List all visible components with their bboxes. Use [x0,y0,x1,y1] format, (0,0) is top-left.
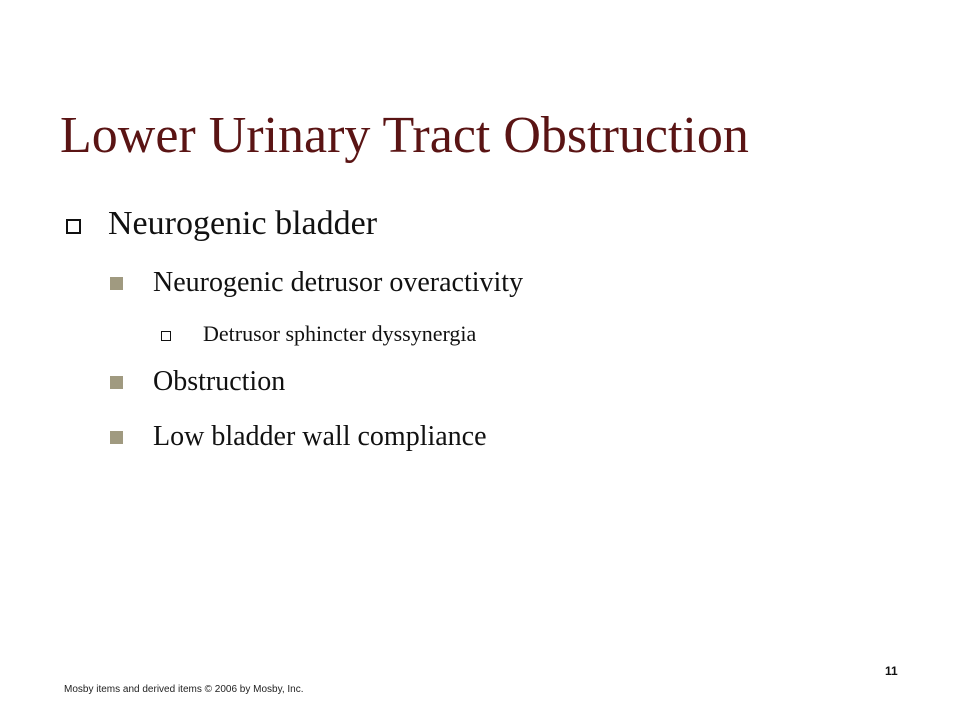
bullet-detrusor-sphincter-dyssynergia: Detrusor sphincter dyssynergia [203,321,477,346]
hollow-square-bullet-icon [161,331,171,341]
slide-title: Lower Urinary Tract Obstruction [60,107,749,164]
page-number: 11 [885,664,898,678]
bullet-neurogenic-detrusor-overactivity: Neurogenic detrusor overactivity [153,267,524,298]
filled-square-bullet-icon [110,431,123,444]
filled-square-bullet-icon [110,376,123,389]
copyright-footer: Mosby items and derived items © 2006 by Mosby, Inc. [64,684,304,695]
hollow-square-bullet-icon [66,219,81,234]
bullet-obstruction: Obstruction [153,366,286,397]
bullet-neurogenic-bladder: Neurogenic bladder [108,205,378,242]
bullet-low-bladder-wall-compliance: Low bladder wall compliance [153,421,487,452]
filled-square-bullet-icon [110,277,123,290]
